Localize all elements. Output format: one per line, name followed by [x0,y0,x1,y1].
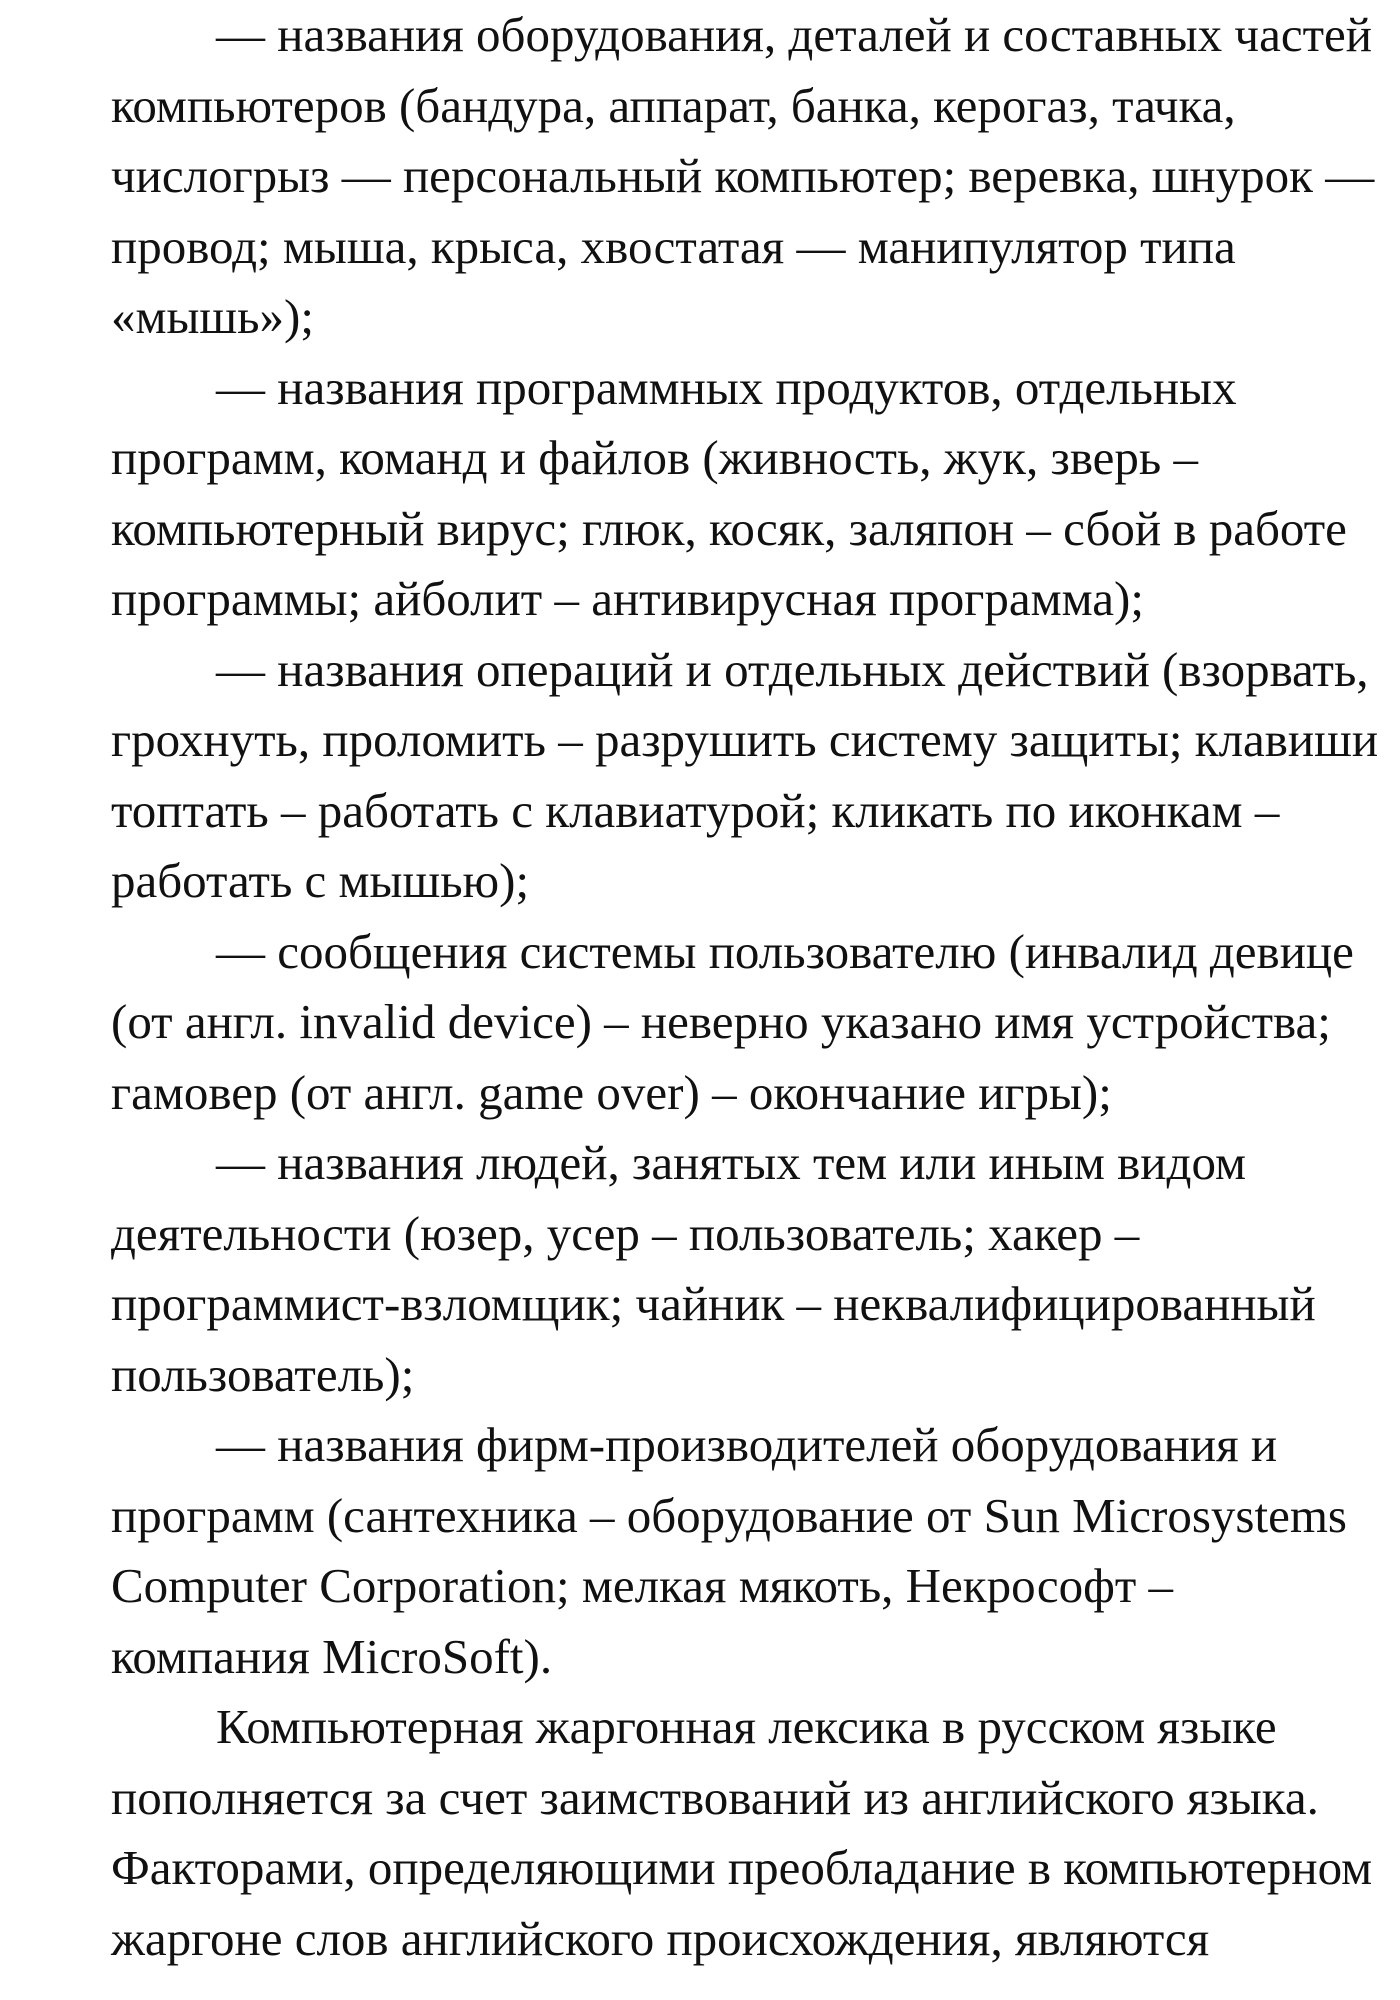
paragraph-companies [6,1410,1396,1692]
text-line: программы; айболит – антивирусная программа); [111,571,1144,626]
text-line: работать с мышью); [111,853,530,908]
text-line: грохнуть, проломить – разрушить систему защиты; клавиши [111,712,1379,767]
text-line: — названия операций и отдельных действий (взорвать, [216,641,1369,697]
paragraph-equipment [6,0,1396,353]
text-line: пополняется за счет заимствований из английского языка. [111,1769,1319,1825]
text-line: программист-взломщик; чайник – неквалифицированный [111,1276,1316,1331]
text-line: «мышь»); [111,289,314,344]
text-line: (от англ. invalid device) – неверно указано имя устройства; [111,994,1331,1049]
paragraph-system-messages [6,917,1396,1129]
text-line: пользователь); [111,1346,415,1402]
text-line: — названия оборудования, деталей и составных частей [216,7,1372,62]
text-line: программ (сантехника – оборудование от Sun Microsystems [111,1487,1348,1543]
paragraph-people [6,1128,1396,1410]
document-page [6,0,1396,1974]
paragraph-borrowings [6,1692,1396,1974]
text-line: гамовер (от англ. game over) – окончание игры); [111,1064,1112,1120]
text-line: жаргоне слов английского происхождения, являются [111,1910,1210,1966]
text-line: — названия людей, занятых тем или иным видом [216,1135,1247,1190]
text-line: Computer Corporation; мелкая мякоть, Некрософт – [111,1558,1173,1613]
text-line: компьютеров (бандура, аппарат, банка, керогаз, тачка, [111,77,1236,133]
text-line: — названия программных продуктов, отдельных [216,359,1237,415]
text-line: программ, команд и файлов (живность, жук, зверь – [111,430,1199,485]
text-line: числогрыз — персональный компьютер; веревка, шнурок — [111,148,1375,203]
text-line: провод; мыша, крыса, хвостатая — манипулятор типа [111,218,1236,274]
text-line: — названия фирм-производителей оборудования и [216,1417,1278,1472]
text-line: компьютерный вирус; глюк, косяк, заляпон – сбой в работе [111,500,1347,556]
text-line: Факторами, определяющими преобладание в компьютерном [111,1840,1373,1895]
text-line: Компьютерная жаргонная лексика в русском языке [216,1699,1277,1754]
text-line: топтать – работать с клавиатурой; кликать по иконкам – [111,782,1280,838]
text-line: компания MicroSoft). [111,1628,553,1684]
paragraph-operations [6,635,1396,917]
text-line: деятельности (юзер, усер – пользователь; хакер – [111,1205,1140,1261]
paragraph-software [6,353,1396,635]
text-line: — сообщения системы пользователю (инвалид девице [216,923,1354,979]
